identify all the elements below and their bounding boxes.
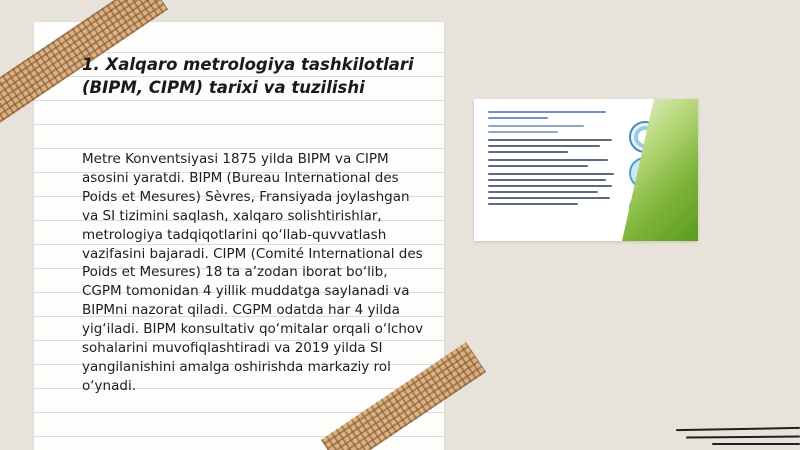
slide-title: 1. Xalqaro metrologiya tashkilotlari (BIPM, CIPM) tarixi va tuzilishi: [82, 55, 414, 97]
slide-body-text: Metre Konventsiyasi 1875 yilda BIPM va CIPM asosini yaratdi. BIPM (Bureau International des Poids et Mesures) Sèvres, Fransiyada joylashgan va SI tizimini saqlash, xalqaro solishtirishlar, metrologiya tadqiqotlarini qo‘llab-quvvatlash vazifasini bajaradi. CIPM (Comité International des Poids et Mesures) 18 ta a’zodan iborat bo‘lib, CGPM tomonidan 4 yillik muddatga saylanadi va BIPMni nazorat qiladi. CGPM odatda har 4 yilda yig‘iladi. BIPM konsultativ qo‘mitalar orqali o‘lchov sohalarini muvofiqlashtiradi va 2019 yilda SI yangilanishini amalga oshirishda markaziy rol o‘ynadi.: [82, 151, 424, 394]
embedded-slide-image: [474, 99, 698, 241]
decorative-stroke: [712, 443, 800, 445]
decorative-stroke: [686, 436, 800, 439]
decorative-stroke: [676, 427, 800, 431]
thumbnail-text-lines: [488, 111, 618, 209]
